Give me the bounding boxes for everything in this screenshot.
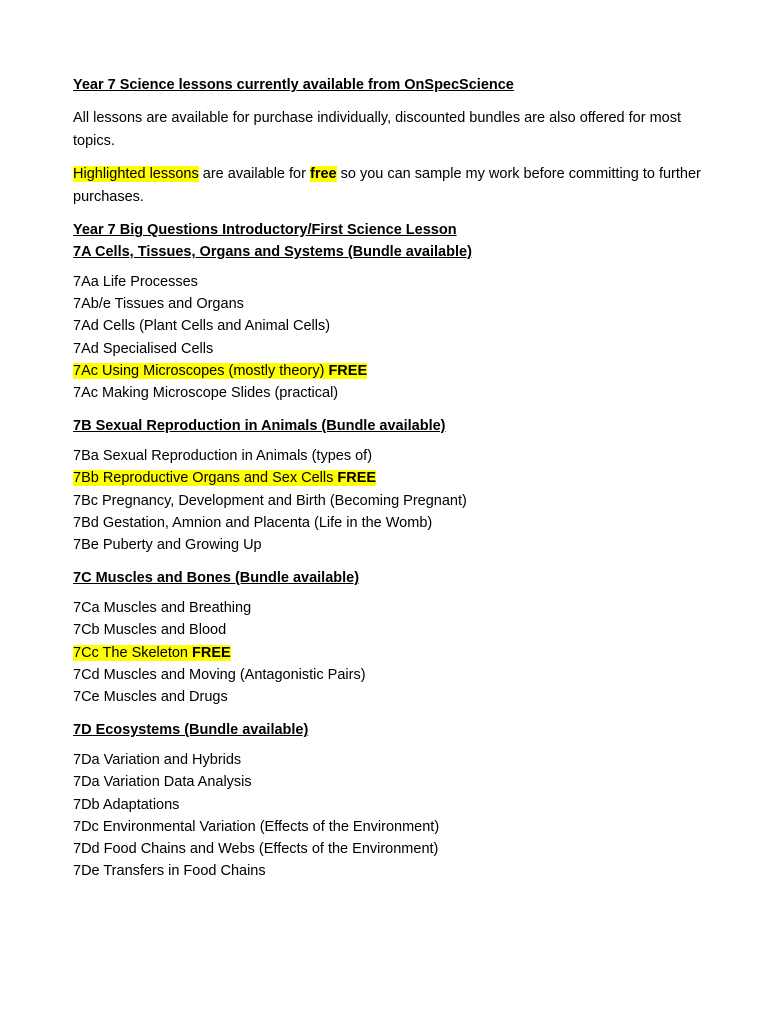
lesson-title: 7Cd Muscles and Moving (Antagonistic Pairs)	[73, 666, 366, 683]
lesson-title: 7Bd Gestation, Amnion and Placenta (Life in the Womb)	[73, 514, 433, 531]
lesson-item	[73, 749, 713, 771]
section-heading: 7D Ecosystems (Bundle available)	[73, 722, 309, 739]
lesson-text-wrapper	[73, 470, 376, 486]
lesson-item	[73, 271, 713, 293]
lesson-item-free	[73, 467, 713, 489]
lesson-text-wrapper	[73, 689, 228, 705]
free-word: free	[309, 166, 337, 182]
free-note-middle: are available for	[198, 166, 310, 182]
lesson-text-wrapper	[73, 841, 438, 857]
lesson-item	[73, 860, 713, 882]
document-page	[73, 74, 713, 882]
lesson-text-wrapper	[73, 667, 366, 683]
lesson-title: 7Aa Life Processes	[73, 274, 198, 290]
lesson-title: 7De Transfers in Food Chains	[73, 863, 266, 880]
lesson-title: 7Cc The Skeleton	[73, 644, 188, 661]
lesson-item	[73, 512, 713, 534]
lesson-item	[73, 771, 713, 793]
lesson-text-wrapper	[73, 363, 367, 379]
lesson-text-wrapper	[73, 274, 198, 290]
lesson-item	[73, 838, 713, 860]
intro-paragraph: All lessons are available for purchase individually, discounted bundles are also offered for most topics.	[73, 110, 682, 149]
lesson-title: 7Bb Reproductive Organs and Sex Cells	[73, 470, 334, 487]
lesson-title: 7Dc Environmental Variation (Effects of the Environment)	[73, 818, 440, 835]
free-note-paragraph	[73, 163, 713, 208]
lesson-text-wrapper	[73, 819, 439, 835]
lesson-text-wrapper	[73, 600, 251, 616]
lesson-item	[73, 664, 713, 686]
lesson-list	[73, 445, 713, 556]
lesson-item	[73, 597, 713, 619]
lesson-title: 7Bc Pregnancy, Development and Birth (Becoming Pregnant)	[73, 492, 467, 509]
free-note-end: so you can sample my work before committing to further purchases.	[73, 166, 701, 205]
lesson-title: 7Be Puberty and Growing Up	[73, 537, 262, 554]
lesson-title: 7Ab/e Tissues and Organs	[73, 296, 244, 313]
lesson-list	[73, 749, 713, 882]
lesson-title: 7Da Variation and Hybrids	[73, 752, 242, 769]
free-tag: FREE	[337, 470, 377, 487]
lesson-list	[73, 271, 713, 404]
lesson-item	[73, 816, 713, 838]
section-heading: 7B Sexual Reproduction in Animals (Bundle available)	[73, 418, 446, 435]
section-heading: 7A Cells, Tissues, Organs and Systems (Bundle available)	[73, 244, 472, 260]
lesson-list	[73, 597, 713, 708]
lesson-item	[73, 315, 713, 337]
lesson-item	[73, 293, 713, 315]
lesson-title: 7Db Adaptations	[73, 796, 180, 813]
highlighted-lessons-text: Highlighted lessons	[73, 166, 199, 182]
lesson-title: 7Ac Making Microscope Slides (practical)	[73, 385, 339, 402]
lesson-item	[73, 490, 713, 512]
lesson-item-free	[73, 360, 713, 382]
lesson-text-wrapper	[73, 385, 338, 401]
free-tag: FREE	[328, 362, 368, 379]
lesson-item	[73, 686, 713, 708]
lesson-title: 7Da Variation Data Analysis	[73, 774, 252, 791]
section-heading: 7C Muscles and Bones (Bundle available)	[73, 570, 360, 587]
lesson-title: 7Ad Cells (Plant Cells and Animal Cells)	[73, 318, 331, 335]
lesson-text-wrapper	[73, 296, 244, 312]
lesson-text-wrapper	[73, 537, 262, 553]
lesson-title: 7Ad Specialised Cells	[73, 340, 214, 357]
lesson-title: 7Ba Sexual Reproduction in Animals (types of)	[73, 448, 373, 465]
lesson-item	[73, 445, 713, 467]
lesson-text-wrapper	[73, 318, 330, 334]
lesson-title: 7Ac Using Microscopes (mostly theory)	[73, 362, 325, 379]
lesson-text-wrapper	[73, 515, 432, 531]
big-questions-heading: Year 7 Big Questions Introductory/First Science Lesson	[73, 222, 457, 238]
lesson-text-wrapper	[73, 752, 241, 768]
lesson-text-wrapper	[73, 774, 252, 790]
lesson-text-wrapper	[73, 493, 467, 509]
lesson-text-wrapper	[73, 341, 213, 357]
lesson-item	[73, 619, 713, 641]
lesson-text-wrapper	[73, 863, 266, 879]
lesson-title: 7Ce Muscles and Drugs	[73, 689, 228, 706]
lesson-text-wrapper	[73, 645, 231, 661]
lesson-text-wrapper	[73, 797, 179, 813]
lesson-text-wrapper	[73, 448, 372, 464]
sections-container	[73, 241, 713, 882]
lesson-text-wrapper	[73, 622, 226, 638]
lesson-item	[73, 534, 713, 556]
lesson-item	[73, 338, 713, 360]
lesson-item	[73, 794, 713, 816]
page-title: Year 7 Science lessons currently available from OnSpecScience	[73, 77, 514, 93]
free-tag: FREE	[192, 644, 231, 661]
lesson-title: 7Dd Food Chains and Webs (Effects of the Environment)	[73, 841, 439, 858]
lesson-title: 7Cb Muscles and Blood	[73, 622, 227, 639]
lesson-item	[73, 382, 713, 404]
lesson-title: 7Ca Muscles and Breathing	[73, 600, 252, 617]
lesson-item-free	[73, 642, 713, 664]
